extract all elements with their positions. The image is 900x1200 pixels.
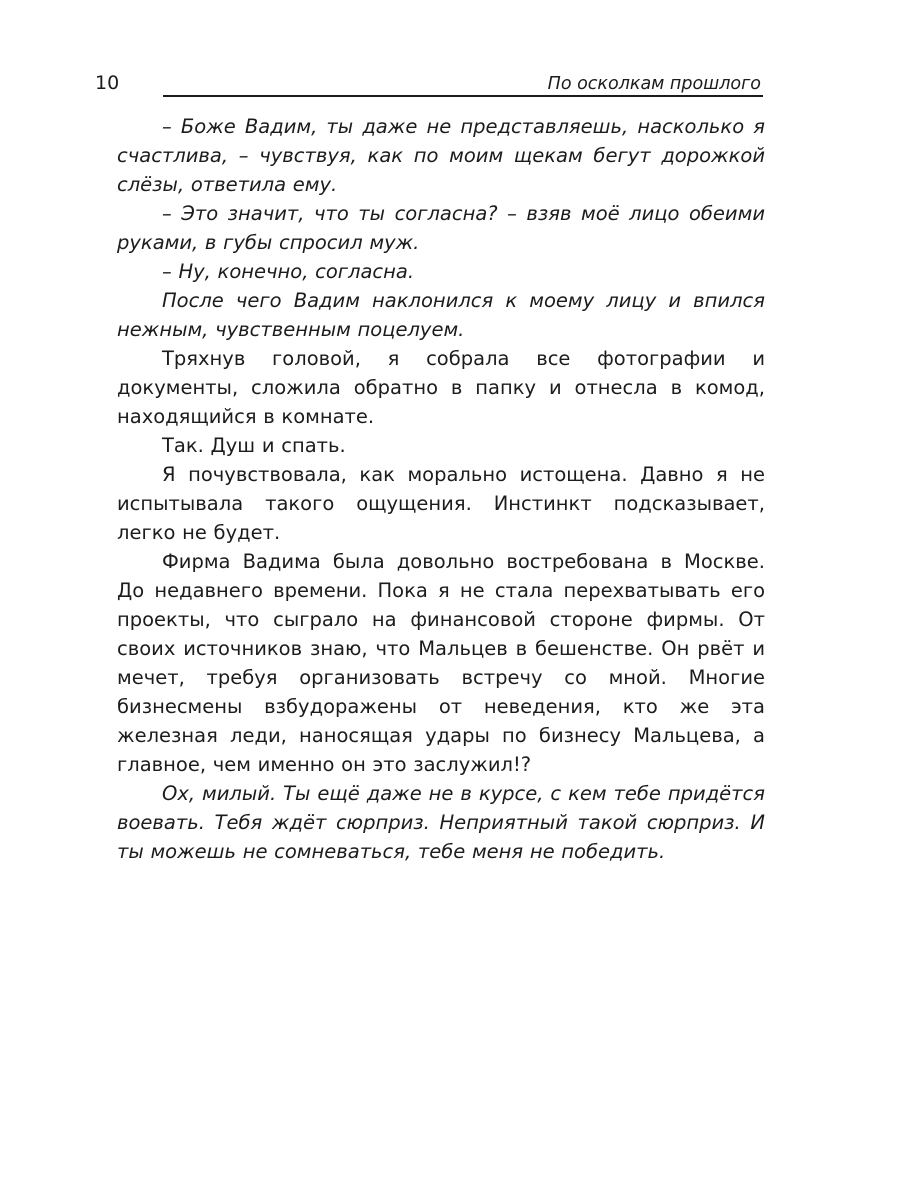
paragraph: После чего Вадим наклонился к моему лицу и впился нежным, чувственным поцелуем. <box>117 289 765 341</box>
page-number: 10 <box>95 72 120 94</box>
paragraph: Я почувствовала, как морально истощена. Давно я не испытывала такого ощущения. Инстинкт подсказывает, легко не будет. <box>117 463 765 544</box>
header-divider <box>163 95 763 97</box>
paragraph: – Боже Вадим, ты даже не представляешь, насколько я счастлива, – чувствуя, как по моим щекам бегут дорожкой слёзы, ответила ему. <box>117 115 765 196</box>
body-text <box>117 112 765 866</box>
paragraph: – Это значит, что ты согласна? – взяв моё лицо обеими руками, в губы спросил муж. <box>117 202 765 254</box>
paragraph: Ох, милый. Ты ещё даже не в курсе, с кем тебе придётся воевать. Тебя ждёт сюрприз. Неприятный такой сюрприз. И ты можешь не сомневаться, тебе меня не победить. <box>117 782 765 863</box>
page-header <box>95 66 763 100</box>
paragraph: Тряхнув головой, я собрала все фотографии и документы, сложила обратно в папку и отнесла в комод, находящийся в комнате. <box>117 347 765 428</box>
running-title: По осколкам прошлого <box>547 74 761 94</box>
paragraph: Фирма Вадима была довольно востребована в Москве. До недавнего времени. Пока я не стала перехватывать его проекты, что сыграло на финансовой стороне фирмы. От своих источников знаю, что Мальцев в бешенстве. Он рвёт и мечет, требуя организовать встречу со мной. Многие бизнесмены взбудоражены от неведения, кто же эта железная леди, наносящая удары по бизнесу Мальцева, а главное, чем именно он это заслужил!? <box>117 550 765 776</box>
paragraph: Так. Душ и спать. <box>162 434 346 457</box>
paragraph: – Ну, конечно, согласна. <box>162 260 415 283</box>
